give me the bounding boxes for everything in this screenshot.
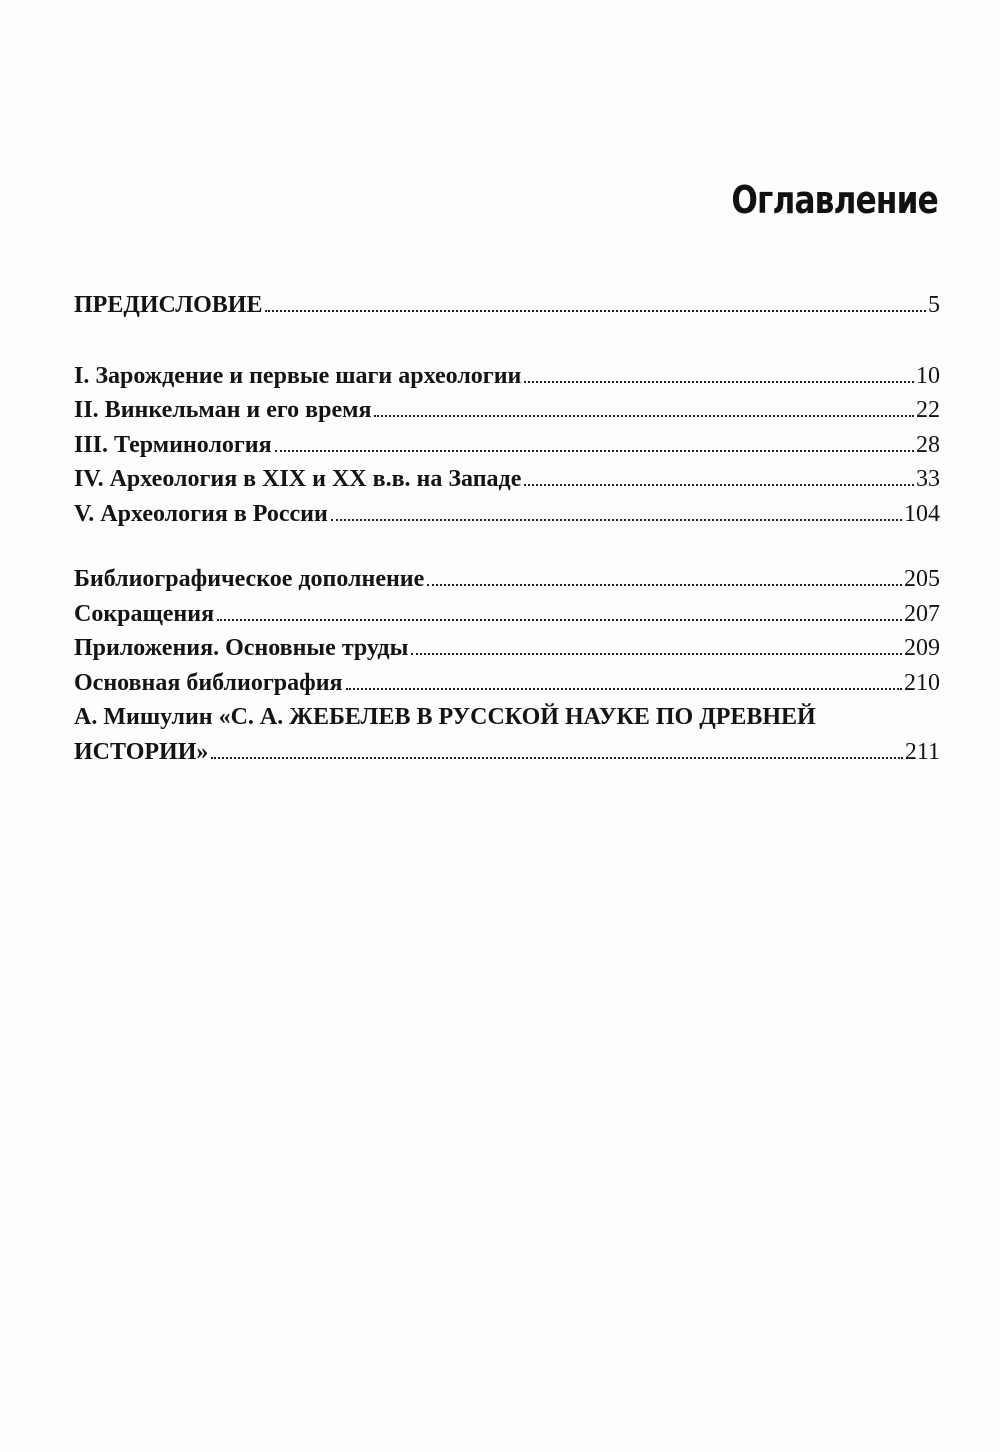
toc-entry-label: Приложения. Основные труды (74, 635, 409, 661)
dot-leader (374, 415, 914, 417)
toc-entry-page: 209 (904, 635, 940, 661)
toc-entry-page: 28 (916, 431, 940, 458)
table-of-contents (74, 288, 940, 769)
toc-entry-label: Основная библиография (74, 669, 343, 696)
toc-entry-label: III. Терминология (74, 431, 272, 458)
toc-entry-chapter-2[interactable] (74, 393, 940, 428)
toc-entry-page: 33 (916, 466, 940, 492)
dot-leader (346, 688, 902, 690)
toc-entry-page: 207 (904, 600, 940, 627)
toc-entry-label: V. Археология в России (74, 500, 328, 527)
toc-entry-chapter-5[interactable] (74, 497, 940, 532)
toc-entry-page: 205 (904, 566, 940, 592)
toc-entry-label-line-1: А. Мишулин «С. А. ЖЕБЕЛЕВ В РУССКОЙ НАУКЕ ПО ДРЕВНЕЙ (74, 704, 816, 730)
toc-entry-page: 5 (928, 292, 940, 318)
dot-leader (427, 584, 902, 586)
toc-entry-appendices[interactable] (74, 631, 940, 666)
toc-entry-page: 211 (904, 738, 940, 765)
toc-entry-line-2 (74, 735, 940, 770)
toc-entry-page: 22 (916, 397, 940, 423)
toc-entry-page: 210 (904, 669, 940, 696)
toc-entry-preface[interactable] (74, 288, 940, 323)
spacer (74, 531, 940, 562)
dot-leader (411, 653, 902, 655)
toc-entry-label: ПРЕДИСЛОВИЕ (74, 292, 263, 318)
toc-entry-page: 10 (916, 362, 940, 389)
dot-leader (524, 484, 914, 486)
toc-entry-mishulin-essay[interactable] (74, 700, 940, 769)
dot-leader (265, 310, 926, 312)
toc-entry-label-line-2: ИСТОРИИ» (74, 738, 209, 765)
toc-entry-label: IV. Археология в XIX и XX в.в. на Западе (74, 466, 522, 492)
dot-leader (275, 450, 914, 452)
dot-leader (331, 519, 902, 521)
toc-entry-bibliographic-supplement[interactable] (74, 562, 940, 597)
toc-entry-page: 104 (904, 500, 940, 527)
toc-entry-abbreviations[interactable] (74, 597, 940, 632)
toc-entry-label: Сокращения (74, 600, 215, 627)
page-title: Оглавление (731, 178, 938, 222)
toc-entry-label: II. Винкельман и его время (74, 397, 372, 423)
toc-entry-chapter-3[interactable] (74, 428, 940, 463)
toc-entry-label: Библиографическое дополнение (74, 566, 425, 592)
toc-entry-chapter-4[interactable] (74, 462, 940, 497)
toc-entry-label: I. Зарождение и первые шаги археологии (74, 362, 522, 389)
spacer (74, 323, 940, 359)
toc-entry-chapter-1[interactable] (74, 359, 940, 394)
dot-leader (217, 619, 902, 621)
dot-leader (211, 757, 903, 759)
toc-entry-main-bibliography[interactable] (74, 666, 940, 701)
dot-leader (524, 381, 914, 383)
